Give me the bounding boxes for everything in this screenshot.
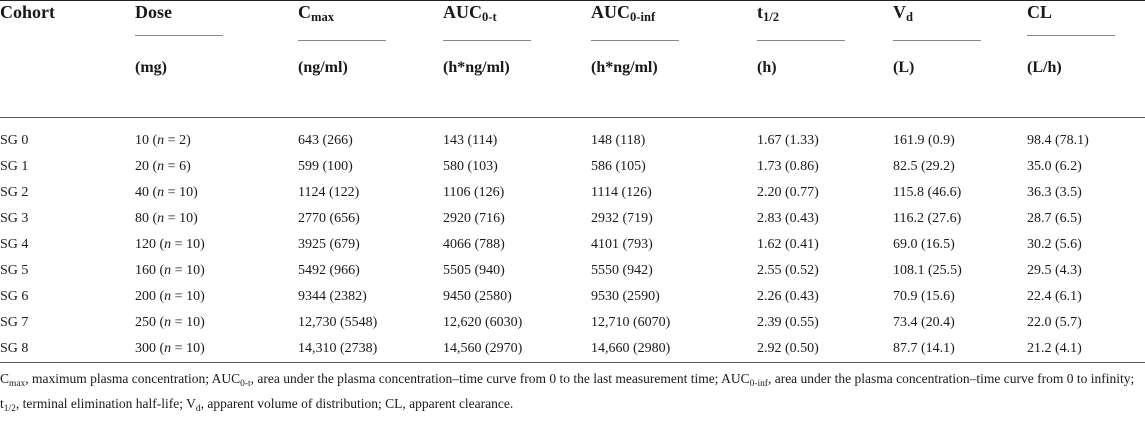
table-footnote: $C_{max}$, maximum plasma concentration; $AUC_{0-t}$, area under the plasma concentration–time curve from 0 to the last measurement time; $AUC_{0-inf}$, area under the plasma concentration–time curve from 0 to infinity; $t_{1/2}$, terminal elimination half-life; $V_d$, apparent volume of distribution; CL, apparent clearance. xyxy=(0,371,1135,414)
unit-auc0t: (h*ng/ml) xyxy=(443,59,510,76)
cell-auc0t: 5505 (940) xyxy=(443,263,505,278)
cell-cl: 28.7 (6.5) xyxy=(1027,211,1082,226)
cell-vd: 69.0 (16.5) xyxy=(893,237,955,252)
cell-cmax: 1124 (122) xyxy=(298,185,360,200)
cell-dose: 20 (n = 6) xyxy=(135,159,191,174)
cell-auc0inf: 5550 (942) xyxy=(591,263,653,278)
unit-cl: (L/h) xyxy=(1027,59,1062,76)
cell-auc0inf: 4101 (793) xyxy=(591,237,653,252)
cell-cl: 30.2 (5.6) xyxy=(1027,237,1082,252)
table-row xyxy=(0,232,1145,258)
cell-cl: 21.2 (4.1) xyxy=(1027,341,1082,356)
col-header-cohort: Cohort xyxy=(0,2,55,22)
cell-auc0inf: 2932 (719) xyxy=(591,211,653,226)
cell-auc0inf: 586 (105) xyxy=(591,159,646,174)
cell-thalf: 2.20 (0.77) xyxy=(757,185,819,200)
table-row xyxy=(0,206,1145,232)
cell-thalf: 1.62 (0.41) xyxy=(757,237,819,252)
cell-cl: 22.4 (6.1) xyxy=(1027,289,1082,304)
col-header-auc0inf: $AUC_{0-inf}$ xyxy=(591,1,757,41)
cell-dose: 80 (n = 10) xyxy=(135,211,198,226)
cell-dose: 250 (n = 10) xyxy=(135,315,205,330)
cell-dose: 40 (n = 10) xyxy=(135,185,198,200)
cell-cl: 29.5 (4.3) xyxy=(1027,263,1082,278)
table-header xyxy=(0,1,1145,119)
cell-cohort: SG 3 xyxy=(0,211,29,226)
cell-cohort: SG 0 xyxy=(0,133,29,148)
cell-cohort: SG 4 xyxy=(0,237,29,252)
cell-dose: 160 (n = 10) xyxy=(135,263,205,278)
cell-auc0inf: 14,660 (2980) xyxy=(591,341,671,356)
unit-auc0inf: (h*ng/ml) xyxy=(591,59,658,76)
cell-cl: 36.3 (3.5) xyxy=(1027,185,1082,200)
col-header-auc0t: $AUC_{0-t}$ xyxy=(443,1,591,41)
table-row xyxy=(0,310,1145,336)
cell-auc0t: 4066 (788) xyxy=(443,237,505,252)
cell-auc0t: 14,560 (2970) xyxy=(443,341,523,356)
cell-cohort: SG 5 xyxy=(0,263,29,278)
cell-cmax: 9344 (2382) xyxy=(298,289,367,304)
cell-cmax: 599 (100) xyxy=(298,159,353,174)
col-header-cl: CL xyxy=(1027,1,1145,41)
cell-thalf: 2.55 (0.52) xyxy=(757,263,819,278)
cell-vd: 115.8 (46.6) xyxy=(893,185,962,200)
cell-cmax: 14,310 (2738) xyxy=(298,341,378,356)
cell-cohort: SG 7 xyxy=(0,315,29,330)
cell-cohort: SG 6 xyxy=(0,289,29,304)
table-row xyxy=(0,258,1145,284)
header-row-units xyxy=(0,41,1145,118)
cell-thalf: 2.83 (0.43) xyxy=(757,211,819,226)
cell-auc0inf: 9530 (2590) xyxy=(591,289,660,304)
table-row xyxy=(0,118,1145,154)
cell-thalf: 2.92 (0.50) xyxy=(757,341,819,356)
cell-dose: 120 (n = 10) xyxy=(135,237,205,252)
cell-vd: 108.1 (25.5) xyxy=(893,263,962,278)
cell-cl: 35.0 (6.2) xyxy=(1027,159,1082,174)
cell-cohort: SG 8 xyxy=(0,341,29,356)
cell-auc0t: 12,620 (6030) xyxy=(443,315,523,330)
unit-cmax: (ng/ml) xyxy=(298,59,348,76)
cell-vd: 87.7 (14.1) xyxy=(893,341,955,356)
cell-cohort: SG 1 xyxy=(0,159,29,174)
unit-vd: (L) xyxy=(893,59,915,76)
cell-cmax: 12,730 (5548) xyxy=(298,315,378,330)
table-row xyxy=(0,180,1145,206)
cell-auc0t: 9450 (2580) xyxy=(443,289,512,304)
col-header-dose: Dose xyxy=(135,1,298,41)
cell-vd: 82.5 (29.2) xyxy=(893,159,955,174)
table-body xyxy=(0,118,1145,363)
cell-cmax: 2770 (656) xyxy=(298,211,360,226)
cell-cmax: 643 (266) xyxy=(298,133,353,148)
cell-cmax: 5492 (966) xyxy=(298,263,360,278)
cell-dose: 10 (n = 2) xyxy=(135,133,191,148)
cell-auc0t: 2920 (716) xyxy=(443,211,505,226)
unit-thalf: (h) xyxy=(757,59,777,76)
col-header-vd: $V_d$ xyxy=(893,1,1027,41)
table-row xyxy=(0,336,1145,363)
header-row-names xyxy=(0,1,1145,41)
cell-auc0inf: 1114 (126) xyxy=(591,185,652,200)
unit-cohort xyxy=(0,41,135,118)
cell-auc0inf: 12,710 (6070) xyxy=(591,315,671,330)
cell-thalf: 2.26 (0.43) xyxy=(757,289,819,304)
cell-vd: 73.4 (20.4) xyxy=(893,315,955,330)
cell-cl: 98.4 (78.1) xyxy=(1027,133,1089,148)
cell-cl: 22.0 (5.7) xyxy=(1027,315,1082,330)
table-row xyxy=(0,284,1145,310)
cell-thalf: 1.73 (0.86) xyxy=(757,159,819,174)
cell-dose: 300 (n = 10) xyxy=(135,341,205,356)
unit-dose: (mg) xyxy=(135,59,167,76)
cell-auc0inf: 148 (118) xyxy=(591,133,646,148)
col-header-cmax: $C_{max}$ xyxy=(298,1,443,41)
cell-thalf: 2.39 (0.55) xyxy=(757,315,819,330)
cell-vd: 161.9 (0.9) xyxy=(893,133,955,148)
cell-vd: 116.2 (27.6) xyxy=(893,211,962,226)
cell-cohort: SG 2 xyxy=(0,185,29,200)
cell-auc0t: 143 (114) xyxy=(443,133,498,148)
cell-dose: 200 (n = 10) xyxy=(135,289,205,304)
cell-auc0t: 1106 (126) xyxy=(443,185,505,200)
col-header-thalf: $t_{1/2}$ xyxy=(757,1,893,41)
cell-cmax: 3925 (679) xyxy=(298,237,360,252)
cell-auc0t: 580 (103) xyxy=(443,159,498,174)
cell-thalf: 1.67 (1.33) xyxy=(757,133,819,148)
cell-vd: 70.9 (15.6) xyxy=(893,289,955,304)
table-row xyxy=(0,154,1145,180)
